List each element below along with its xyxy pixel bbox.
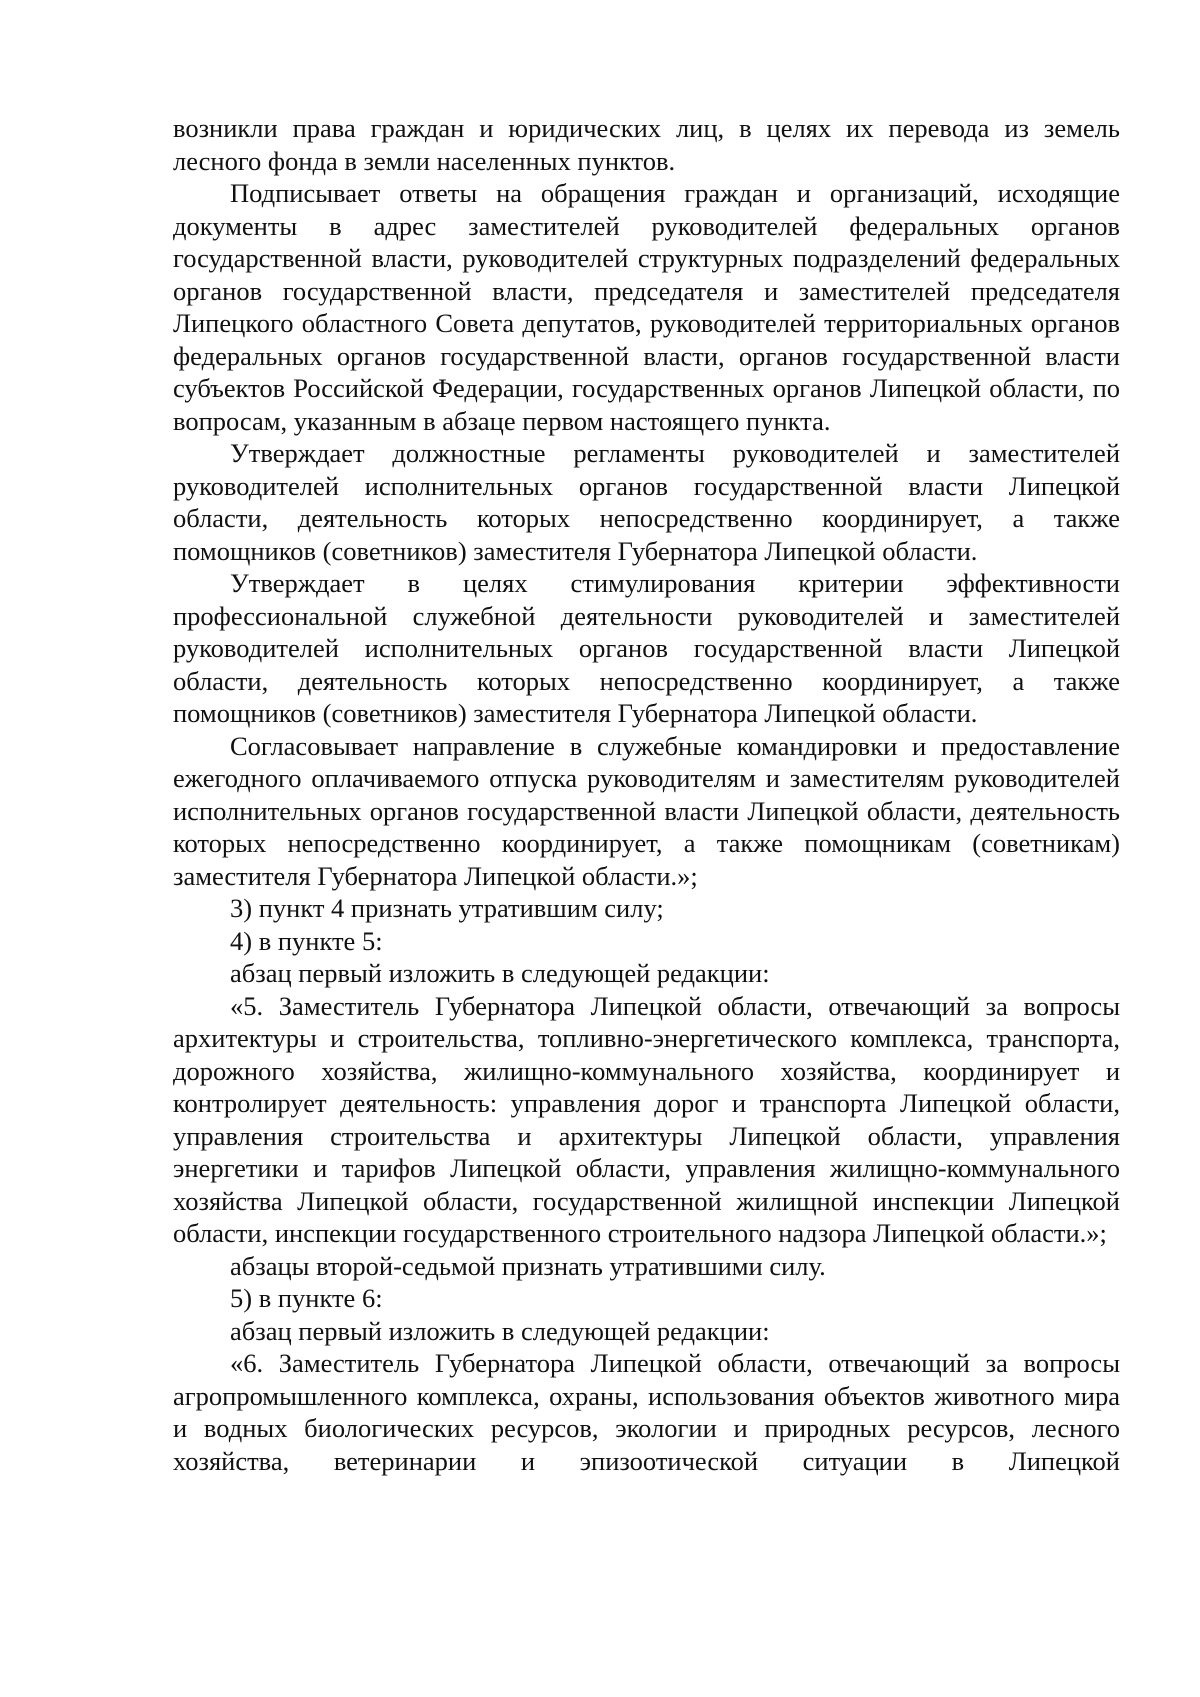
paragraph-edit-instruction-6: абзац первый изложить в следующей редакции:: [230, 1315, 770, 1346]
list-item-5: 5) в пункте 6:: [230, 1283, 383, 1313]
list-item-4: 4) в пункте 5:: [230, 925, 383, 956]
paragraph-repeal-instruction: абзацы второй-седьмой признать утратившими силу.: [230, 1250, 826, 1281]
paragraph-edit-instruction-5: абзац первый изложить в следующей редакции:: [230, 958, 770, 988]
paragraph-job-regulations: Утверждает должностные регламенты руководителей и заместителей руководителей исполнительных органов государственной власти Липецкой области, деятельность которых непосредственно координирует, а также помощников (советников) заместителя Губернатора Липецкой области.: [173, 438, 1120, 566]
paragraph-efficiency-criteria: Утверждает в целях стимулирования критерии эффективности профессиональной служебной деятельности руководителей и заместителей руководителей исполнительных органов государственной власти Липецкой области, деятельность которых непосредственно координирует, а также помощников (советников) заместителя Губернатора Липецкой области.: [173, 568, 1120, 728]
paragraph-business-trips: Согласовывает направление в служебные командировки и предоставление ежегодного оплачиваемого отпуска руководителям и заместителям руководителей исполнительных органов государственной власти Липецкой области, деятельность которых непосредственно координирует, а также помощникам (советникам) заместителя Губернатора Липецкой области.»;: [173, 730, 1120, 891]
document-page: [173, 112, 1120, 1477]
paragraph-item-6-text: «6. Заместитель Губернатора Липецкой области, отвечающий за вопросы агропромышленного комплекса, охраны, использования объектов животного мира и водных биологических ресурсов, экологии и природных ресурсов, лесного хозяйства, ветеринарии и эпизоотической ситуации в Липецкой: [173, 1348, 1120, 1476]
paragraph-continuation: возникли права граждан и юридических лиц, в целях их перевода из земель лесного фонда в земли населенных пунктов.: [173, 113, 1120, 176]
list-item-3: 3) пункт 4 признать утратившим силу;: [230, 893, 664, 923]
paragraph-item-5-text: «5. Заместитель Губернатора Липецкой области, отвечающий за вопросы архитектуры и строительства, топливно-энергетического комплекса, транспорта, дорожного хозяйства, жилищно-коммунального хозяйства, координирует и контролирует деятельность: управления дорог и транспорта Липецкой области, управления строительства и архитектуры Липецкой области, управления энергетики и тарифов Липецкой области, управления жилищно-коммунального хозяйства Липецкой области, государственной жилищной инспекции Липецкой области, инспекции государственного строительного надзора Липецкой области.»;: [173, 990, 1120, 1248]
paragraph-signing-authority: Подписывает ответы на обращения граждан и организаций, исходящие документы в адрес заместителей руководителей федеральных органов государственной власти, руководителей структурных подразделений федеральных органов государственной власти, председателя и заместителей председателя Липецкого областного Совета депутатов, руководителей территориальных органов федеральных органов государственной власти, органов государственной власти субъектов Российской Федерации, государственных органов Липецкой области, по вопросам, указанным в абзаце первом настоящего пункта.: [173, 178, 1120, 436]
